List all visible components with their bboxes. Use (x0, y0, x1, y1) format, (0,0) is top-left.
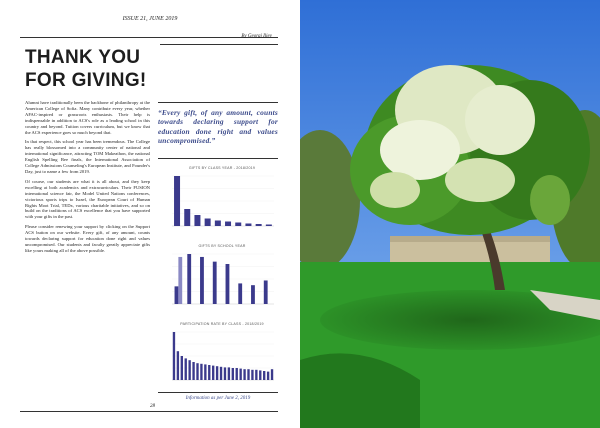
article-title (25, 46, 175, 92)
bar (184, 209, 190, 226)
footer-rule (20, 411, 278, 412)
author-byline: By Georgi Iliev (241, 34, 272, 39)
bar (215, 221, 221, 227)
bar (177, 351, 179, 380)
paragraph: Please consider renewing your support by clicking on the Support ACS button on our website. Every gift, of any amount, counts towards declaring support for education done right and values uncompromised. Our students and faculty greatly appreciate gifts like yours making all of the above possible. (25, 224, 150, 253)
paragraph: Of course, our students are what it is all about, and they keep excelling at both academics and extracurriculars. Their FUSION international science fair, the Model United Nations conferences, victorious sports trips to Israel, the European Court of Human Rights Moot Trial, TEDx, various charitable initiatives, and so on build on the traditions of ACS excellence that you have supported with your gifts in the past. (25, 178, 150, 220)
bar (188, 360, 190, 380)
bar (216, 366, 218, 380)
bar (266, 225, 272, 227)
bar (251, 370, 253, 380)
article-body (25, 100, 150, 258)
bar (228, 367, 230, 380)
bar (192, 362, 194, 380)
header-rule (20, 37, 278, 38)
chart-gifts-by-school-year (166, 244, 278, 312)
bar (226, 264, 230, 304)
title-line-1: THANK YOU (25, 47, 141, 68)
chart-svg (166, 250, 278, 312)
issue-label: ISSUE 21, JUNE 2019 (122, 16, 178, 22)
bar (271, 369, 273, 380)
chart-title: PARTICIPATION RATE BY CLASS - 2018/2019 (180, 322, 264, 326)
quote-rule-bottom (158, 158, 278, 159)
byline-rule (160, 44, 278, 45)
bar (267, 372, 269, 380)
bar (175, 286, 179, 304)
bar (220, 367, 222, 380)
bar (181, 356, 183, 380)
tree-photo-illustration (300, 0, 600, 428)
quote-rule-top (158, 102, 278, 103)
bar (238, 283, 242, 304)
bar (205, 219, 211, 227)
bar (213, 262, 217, 304)
bar (200, 257, 204, 304)
paragraph: In that respect, this school year has been tremendous. The College has really blossomed into a community center of national and international significance, attracting TOM Makeathon, the national English Spelling Bee finals, the International Association of College Admissions Counseling's European Institute, and Founder's Day, just to name a few from 2019. (25, 139, 150, 174)
bar (225, 222, 231, 227)
chart-title: GIFTS BY SCHOOL YEAR (198, 244, 246, 248)
pull-quote: “Every gift, of any amount, counts towards declaring support for education done right and values uncompromised.” (158, 108, 278, 146)
bar (194, 215, 200, 226)
bar (259, 370, 261, 380)
bar (247, 369, 249, 380)
footnote-rule (158, 392, 278, 393)
bar (208, 365, 210, 380)
bar (256, 224, 262, 226)
bar (251, 285, 255, 304)
chart-footnote: Information as per June 2, 2019 (185, 396, 251, 401)
bar (212, 366, 214, 380)
bar (185, 358, 187, 380)
bar (173, 332, 175, 380)
chart-gifts-by-class-year (166, 166, 278, 234)
title-line-2: FOR GIVING! (25, 70, 147, 91)
bar (236, 368, 238, 380)
bar (187, 254, 191, 304)
paragraph: Alumni have traditionally been the backbone of philanthropy at the American College of Sofia. Many contribute every year, whether AFAC-inspired or grassroots enthusiasts. Their help is indispensable in addition to ACS's role as a leading school in this country and beyond. Tuition covers curriculum, but we know that the ACS experience goes so much beyond that. (25, 100, 150, 135)
bar (224, 367, 226, 380)
bar (243, 369, 245, 380)
bar (245, 224, 251, 227)
chart-participation-rate (166, 322, 278, 388)
chart-svg (166, 172, 278, 234)
bar (235, 223, 241, 227)
bar (200, 364, 202, 380)
page-number: 28 (150, 404, 155, 409)
bar (178, 257, 182, 304)
chart-svg (166, 328, 278, 388)
chart-title: GIFTS BY CLASS YEAR - 2018/2019 (188, 166, 256, 170)
bar (255, 370, 257, 380)
bar (263, 371, 265, 380)
bar (264, 280, 268, 304)
bar (204, 364, 206, 380)
campus-photo (300, 0, 600, 428)
bar (174, 176, 180, 226)
bar (232, 368, 234, 380)
bar (239, 369, 241, 380)
bar (196, 363, 198, 380)
